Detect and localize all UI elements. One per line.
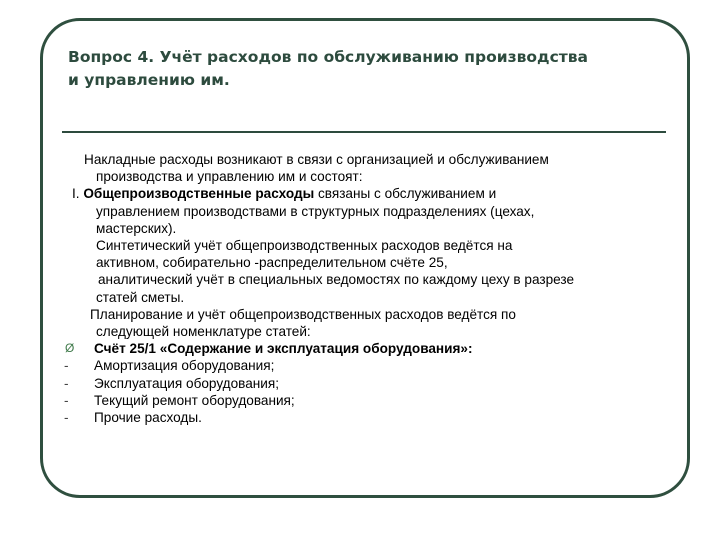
paragraph-synthetic-line2: активном, собирательно -распределительном счёте 25, bbox=[96, 255, 448, 271]
list-item-text: Амортизация оборудования; bbox=[94, 358, 275, 374]
dash-bullet-icon: - bbox=[64, 375, 69, 391]
list-item bbox=[62, 357, 672, 374]
paragraph-planning-line2: следующей номенклатуре статей: bbox=[96, 324, 311, 340]
slide-title-line2: и управлению им. bbox=[68, 71, 230, 89]
dash-bullet-icon: - bbox=[64, 410, 69, 426]
list-item bbox=[62, 409, 672, 426]
paragraph-synthetic-line1: Синтетический учёт общепроизводственных расходов ведётся на bbox=[96, 238, 513, 254]
list-item bbox=[62, 392, 672, 409]
slide-title-line1: Вопрос 4. Учёт расходов по обслуживанию производства bbox=[68, 48, 589, 66]
dash-bullet-icon: - bbox=[64, 358, 69, 374]
arrow-bullet-icon: Ø bbox=[65, 341, 75, 356]
list-item-text: Прочие расходы. bbox=[94, 410, 202, 426]
paragraph-overhead-line2: производства и управлению им и состоят: bbox=[96, 169, 363, 185]
paragraph-general-line3: мастерских). bbox=[96, 220, 177, 236]
slide-title bbox=[68, 46, 678, 92]
paragraph-synthetic-line3: аналитический учёт в специальных ведомостях по каждому цеху в разрезе bbox=[98, 272, 575, 288]
paragraph-general-line2: управлением производствами в структурных подразделениях (цехах, bbox=[96, 203, 535, 219]
term-general-expenses: Общепроизводственные расходы bbox=[83, 186, 315, 202]
title-divider bbox=[62, 131, 666, 133]
list-item-text: Текущий ремонт оборудования; bbox=[94, 392, 295, 408]
paragraph-general-line1 bbox=[62, 185, 672, 202]
list-item bbox=[62, 375, 672, 392]
paragraph-planning-line1: Планирование и учёт общепроизводственных расходов ведётся по bbox=[90, 306, 516, 322]
account-heading: Счёт 25/1 «Содержание и эксплуатация оборудования»: bbox=[94, 341, 473, 357]
paragraph-synthetic-line4: статей сметы. bbox=[96, 289, 185, 305]
paragraph-overhead-line1: Накладные расходы возникают в связи с организацией и обслуживанием bbox=[84, 152, 549, 167]
list-item-text: Эксплуатация оборудования; bbox=[94, 375, 280, 391]
account-heading-row bbox=[62, 340, 672, 357]
roman-numeral: I. bbox=[72, 186, 84, 202]
paragraph-general-rest: связаны с обслуживанием и bbox=[314, 186, 497, 202]
dash-bullet-icon: - bbox=[64, 392, 69, 408]
slide-body bbox=[62, 151, 672, 426]
